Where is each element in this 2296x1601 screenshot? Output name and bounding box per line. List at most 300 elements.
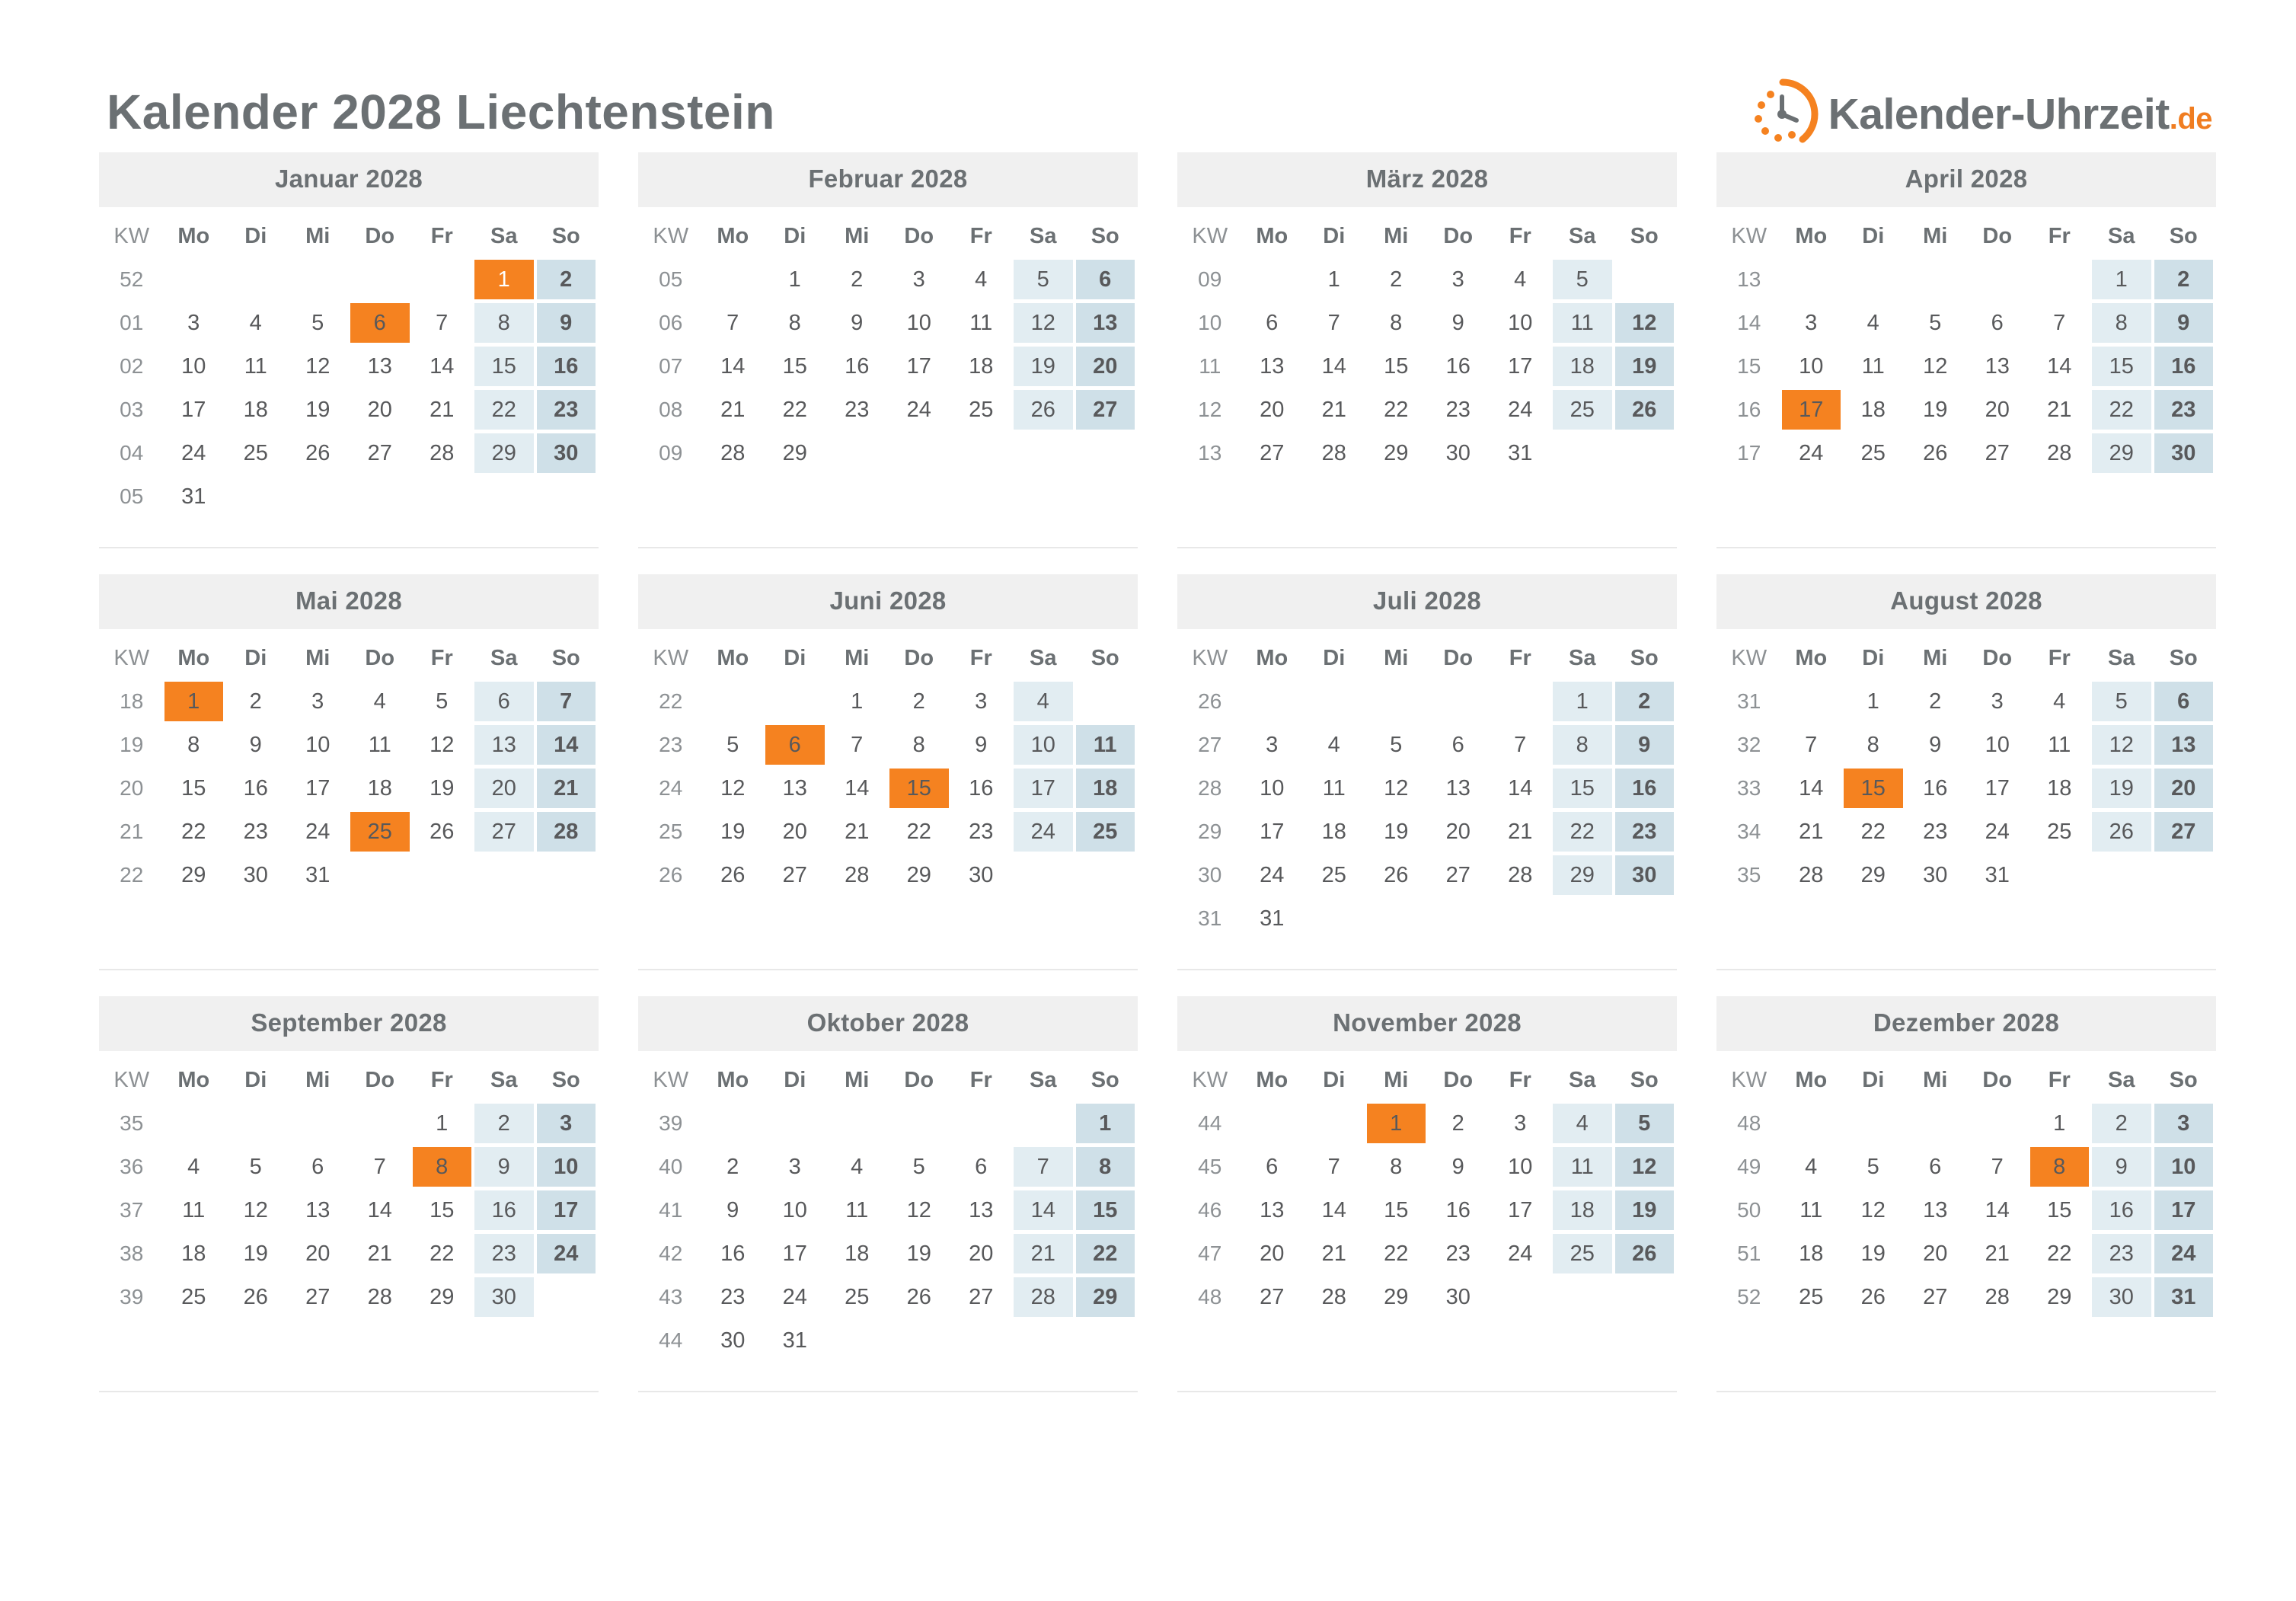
day-cell[interactable]: 10 [1260,775,1285,800]
day-cell[interactable]: 7 [436,310,449,335]
day-cell[interactable]: 19 [1923,397,1948,422]
day-cell[interactable]: 14 [1799,775,1824,800]
day-cell[interactable]: 8 [1866,732,1879,757]
day-cell[interactable]: 1 [1327,267,1340,292]
day-cell[interactable]: 23 [720,1284,746,1309]
day-cell[interactable]: 23 [243,819,268,844]
day-cell[interactable]: 2 [726,1154,739,1179]
day-cell[interactable]: 1 [2053,1110,2066,1136]
day-cell[interactable]: 11 [244,353,267,379]
day-cell[interactable]: 9 [1615,725,1675,765]
day-cell[interactable]: 12 [1014,303,1073,343]
day-cell[interactable]: 24 [1508,1241,1533,1266]
day-cell[interactable]: 24 [1985,819,2010,844]
day-cell[interactable]: 4 [249,310,262,335]
day-cell[interactable]: 7 [1805,732,1818,757]
day-cell[interactable]: 15 [1553,769,1612,808]
day-cell[interactable]: 1 [788,267,801,292]
day-cell[interactable]: 13 [782,775,807,800]
day-cell[interactable]: 5 [1615,1104,1675,1143]
day-cell[interactable]: 12 [906,1197,931,1222]
day-cell[interactable]: 21 [720,397,746,422]
day-cell[interactable]: 23 [474,1234,534,1273]
day-cell[interactable]: 11 [182,1197,206,1222]
day-cell[interactable]: 25 [350,812,410,852]
day-cell[interactable]: 16 [1615,769,1675,808]
day-cell[interactable]: 9 [1451,310,1464,335]
day-cell[interactable]: 4 [2053,689,2066,714]
day-cell[interactable]: 20 [1923,1241,1948,1266]
day-cell[interactable]: 11 [1861,353,1885,379]
day-cell[interactable]: 3 [912,267,925,292]
day-cell[interactable]: 13 [1260,353,1285,379]
day-cell[interactable]: 14 [845,775,870,800]
day-cell[interactable]: 31 [1260,906,1285,931]
day-cell[interactable]: 18 [969,353,994,379]
day-cell[interactable]: 13 [2154,725,2214,765]
day-cell[interactable]: 21 [1508,819,1533,844]
day-cell[interactable]: 15 [1844,769,1903,808]
day-cell[interactable]: 25 [1799,1284,1824,1309]
day-cell[interactable]: 10 [906,310,931,335]
day-cell[interactable]: 10 [782,1197,807,1222]
day-cell[interactable]: 25 [1076,812,1135,852]
day-cell[interactable]: 28 [1799,862,1824,887]
day-cell[interactable]: 15 [782,353,807,379]
day-cell[interactable]: 25 [969,397,994,422]
day-cell[interactable]: 26 [430,819,455,844]
day-cell[interactable]: 23 [1615,812,1675,852]
day-cell[interactable]: 3 [1266,732,1279,757]
day-cell[interactable]: 3 [1991,689,2004,714]
day-cell[interactable]: 22 [906,819,931,844]
day-cell[interactable]: 13 [1260,1197,1285,1222]
day-cell[interactable]: 26 [1014,390,1073,430]
day-cell[interactable]: 13 [1985,353,2010,379]
day-cell[interactable]: 28 [1508,862,1533,887]
day-cell[interactable]: 10 [1508,310,1533,335]
day-cell[interactable]: 10 [1799,353,1824,379]
day-cell[interactable]: 30 [243,862,268,887]
day-cell[interactable]: 27 [1260,1284,1285,1309]
day-cell[interactable]: 3 [1514,1110,1527,1136]
day-cell[interactable]: 13 [367,353,392,379]
day-cell[interactable]: 29 [1076,1277,1135,1317]
day-cell[interactable]: 22 [2092,390,2151,430]
day-cell[interactable]: 14 [2047,353,2072,379]
day-cell[interactable]: 6 [1929,1154,1942,1179]
day-cell[interactable]: 30 [2092,1277,2151,1317]
day-cell[interactable]: 5 [1929,310,1942,335]
day-cell[interactable]: 28 [720,440,746,465]
day-cell[interactable]: 16 [1445,1197,1471,1222]
day-cell[interactable]: 19 [243,1241,268,1266]
day-cell[interactable]: 14 [367,1197,392,1222]
day-cell[interactable]: 8 [187,732,200,757]
day-cell[interactable]: 27 [782,862,807,887]
day-cell[interactable]: 1 [1866,689,1879,714]
day-cell[interactable]: 1 [164,682,224,721]
day-cell[interactable]: 23 [2154,390,2214,430]
day-cell[interactable]: 19 [1014,347,1073,386]
day-cell[interactable]: 6 [975,1154,988,1179]
day-cell[interactable]: 26 [305,440,331,465]
day-cell[interactable]: 9 [726,1197,739,1222]
day-cell[interactable]: 5 [311,310,324,335]
day-cell[interactable]: 27 [1985,440,2010,465]
day-cell[interactable]: 21 [1985,1241,2010,1266]
day-cell[interactable]: 17 [1508,353,1533,379]
day-cell[interactable]: 28 [430,440,455,465]
day-cell[interactable]: 6 [311,1154,324,1179]
day-cell[interactable]: 22 [782,397,807,422]
day-cell[interactable]: 8 [1553,725,1612,765]
day-cell[interactable]: 29 [2092,433,2151,473]
day-cell[interactable]: 17 [537,1190,596,1230]
day-cell[interactable]: 1 [2092,260,2151,299]
day-cell[interactable]: 13 [305,1197,331,1222]
day-cell[interactable]: 22 [474,390,534,430]
day-cell[interactable]: 17 [181,397,206,422]
day-cell[interactable]: 27 [1923,1284,1948,1309]
day-cell[interactable]: 25 [181,1284,206,1309]
day-cell[interactable]: 13 [1445,775,1471,800]
day-cell[interactable]: 11 [1799,1197,1823,1222]
day-cell[interactable]: 6 [1991,310,2004,335]
day-cell[interactable]: 14 [1508,775,1533,800]
day-cell[interactable]: 1 [1553,682,1612,721]
day-cell[interactable]: 26 [906,1284,931,1309]
day-cell[interactable]: 23 [1445,397,1471,422]
day-cell[interactable]: 31 [1985,862,2010,887]
day-cell[interactable]: 10 [305,732,331,757]
day-cell[interactable]: 17 [1260,819,1285,844]
day-cell[interactable]: 19 [906,1241,931,1266]
day-cell[interactable]: 20 [2154,769,2214,808]
day-cell[interactable]: 21 [430,397,455,422]
day-cell[interactable]: 16 [1445,353,1471,379]
day-cell[interactable]: 20 [1985,397,2010,422]
day-cell[interactable]: 12 [2092,725,2151,765]
day-cell[interactable]: 19 [1860,1241,1886,1266]
day-cell[interactable]: 23 [845,397,870,422]
day-cell[interactable]: 18 [1799,1241,1824,1266]
day-cell[interactable]: 2 [1451,1110,1464,1136]
day-cell[interactable]: 15 [181,775,206,800]
day-cell[interactable]: 7 [1991,1154,2004,1179]
day-cell[interactable]: 27 [1445,862,1471,887]
day-cell[interactable]: 17 [305,775,331,800]
day-cell[interactable]: 11 [1553,303,1612,343]
day-cell[interactable]: 29 [474,433,534,473]
day-cell[interactable]: 18 [367,775,392,800]
day-cell[interactable]: 23 [1445,1241,1471,1266]
day-cell[interactable]: 2 [1615,682,1675,721]
day-cell[interactable]: 29 [1553,855,1612,895]
day-cell[interactable]: 29 [2047,1284,2072,1309]
day-cell[interactable]: 15 [2047,1197,2072,1222]
day-cell[interactable]: 21 [1799,819,1824,844]
day-cell[interactable]: 20 [474,769,534,808]
day-cell[interactable]: 24 [537,1234,596,1273]
day-cell[interactable]: 6 [350,303,410,343]
day-cell[interactable]: 15 [2092,347,2151,386]
day-cell[interactable]: 11 [845,1197,869,1222]
day-cell[interactable]: 5 [2092,682,2151,721]
day-cell[interactable]: 5 [1014,260,1073,299]
day-cell[interactable]: 10 [181,353,206,379]
day-cell[interactable]: 20 [1445,819,1471,844]
day-cell[interactable]: 21 [1014,1234,1073,1273]
day-cell[interactable]: 28 [1014,1277,1073,1317]
day-cell[interactable]: 21 [1321,1241,1346,1266]
day-cell[interactable]: 2 [537,260,596,299]
day-cell[interactable]: 9 [2092,1147,2151,1187]
day-cell[interactable]: 11 [1076,725,1135,765]
day-cell[interactable]: 24 [782,1284,807,1309]
day-cell[interactable]: 1 [851,689,864,714]
day-cell[interactable]: 18 [1553,1190,1612,1230]
site-logo[interactable] [1745,69,2212,152]
day-cell[interactable]: 20 [782,819,807,844]
day-cell[interactable]: 11 [2048,732,2071,757]
day-cell[interactable]: 4 [373,689,386,714]
day-cell[interactable]: 19 [1615,1190,1675,1230]
day-cell[interactable]: 28 [537,812,596,852]
day-cell[interactable]: 15 [474,347,534,386]
day-cell[interactable]: 12 [430,732,455,757]
day-cell[interactable]: 31 [2154,1277,2214,1317]
day-cell[interactable]: 25 [1860,440,1886,465]
day-cell[interactable]: 2 [474,1104,534,1143]
day-cell[interactable]: 18 [1860,397,1886,422]
day-cell[interactable]: 4 [1514,267,1527,292]
day-cell[interactable]: 26 [1923,440,1948,465]
day-cell[interactable]: 18 [181,1241,206,1266]
day-cell[interactable]: 27 [969,1284,994,1309]
day-cell[interactable]: 28 [1321,1284,1346,1309]
day-cell[interactable]: 26 [243,1284,268,1309]
day-cell[interactable]: 7 [1514,732,1527,757]
day-cell[interactable]: 16 [720,1241,746,1266]
day-cell[interactable]: 8 [912,732,925,757]
day-cell[interactable]: 14 [1321,1197,1346,1222]
day-cell[interactable]: 7 [726,310,739,335]
day-cell[interactable]: 2 [912,689,925,714]
day-cell[interactable]: 8 [2092,303,2151,343]
day-cell[interactable]: 8 [1390,310,1403,335]
day-cell[interactable]: 6 [2154,682,2214,721]
day-cell[interactable]: 21 [845,819,870,844]
day-cell[interactable]: 30 [537,433,596,473]
day-cell[interactable]: 31 [1508,440,1533,465]
day-cell[interactable]: 2 [1929,689,1942,714]
day-cell[interactable]: 29 [1384,1284,1409,1309]
day-cell[interactable]: 1 [474,260,534,299]
day-cell[interactable]: 20 [305,1241,331,1266]
day-cell[interactable]: 30 [969,862,994,887]
day-cell[interactable]: 24 [1508,397,1533,422]
day-cell[interactable]: 22 [2047,1241,2072,1266]
day-cell[interactable]: 14 [1321,353,1346,379]
day-cell[interactable]: 10 [1014,725,1073,765]
day-cell[interactable]: 13 [1076,303,1135,343]
day-cell[interactable]: 6 [1451,732,1464,757]
day-cell[interactable]: 18 [845,1241,870,1266]
day-cell[interactable]: 27 [474,812,534,852]
day-cell[interactable]: 17 [1508,1197,1533,1222]
day-cell[interactable]: 21 [2047,397,2072,422]
day-cell[interactable]: 2 [249,689,262,714]
day-cell[interactable]: 1 [1076,1104,1135,1143]
day-cell[interactable]: 2 [2092,1104,2151,1143]
day-cell[interactable]: 14 [720,353,746,379]
day-cell[interactable]: 29 [181,862,206,887]
day-cell[interactable]: 19 [1615,347,1675,386]
day-cell[interactable]: 18 [1076,769,1135,808]
day-cell[interactable]: 5 [726,732,739,757]
day-cell[interactable]: 6 [1266,310,1279,335]
day-cell[interactable]: 30 [2154,433,2214,473]
day-cell[interactable]: 17 [1782,390,1841,430]
day-cell[interactable]: 23 [1923,819,1948,844]
day-cell[interactable]: 8 [1076,1147,1135,1187]
day-cell[interactable]: 24 [2154,1234,2214,1273]
day-cell[interactable]: 3 [187,310,200,335]
day-cell[interactable]: 29 [782,440,807,465]
day-cell[interactable]: 12 [243,1197,268,1222]
day-cell[interactable]: 22 [1076,1234,1135,1273]
day-cell[interactable]: 23 [2092,1234,2151,1273]
day-cell[interactable]: 9 [2154,303,2214,343]
day-cell[interactable]: 25 [2047,819,2072,844]
day-cell[interactable]: 30 [1615,855,1675,895]
day-cell[interactable]: 30 [474,1277,534,1317]
day-cell[interactable]: 12 [720,775,746,800]
day-cell[interactable]: 28 [1321,440,1346,465]
day-cell[interactable]: 3 [311,689,324,714]
day-cell[interactable]: 4 [1866,310,1879,335]
day-cell[interactable]: 6 [474,682,534,721]
day-cell[interactable]: 17 [1014,769,1073,808]
day-cell[interactable]: 3 [2154,1104,2214,1143]
day-cell[interactable]: 12 [1384,775,1409,800]
day-cell[interactable]: 30 [720,1328,746,1353]
day-cell[interactable]: 19 [430,775,455,800]
day-cell[interactable]: 24 [1014,812,1073,852]
day-cell[interactable]: 14 [1014,1190,1073,1230]
day-cell[interactable]: 30 [1445,1284,1471,1309]
day-cell[interactable]: 9 [851,310,864,335]
day-cell[interactable]: 3 [537,1104,596,1143]
day-cell[interactable]: 18 [1553,347,1612,386]
day-cell[interactable]: 27 [305,1284,331,1309]
day-cell[interactable]: 3 [788,1154,801,1179]
day-cell[interactable]: 15 [1384,1197,1409,1222]
day-cell[interactable]: 25 [1553,1234,1612,1273]
day-cell[interactable]: 27 [367,440,392,465]
day-cell[interactable]: 21 [1321,397,1346,422]
day-cell[interactable]: 12 [305,353,331,379]
day-cell[interactable]: 16 [537,347,596,386]
day-cell[interactable]: 30 [1445,440,1471,465]
day-cell[interactable]: 9 [249,732,262,757]
day-cell[interactable]: 15 [1384,353,1409,379]
day-cell[interactable]: 31 [782,1328,807,1353]
day-cell[interactable]: 3 [1451,267,1464,292]
day-cell[interactable]: 1 [436,1110,449,1136]
day-cell[interactable]: 17 [782,1241,807,1266]
day-cell[interactable]: 8 [413,1147,472,1187]
day-cell[interactable]: 10 [1508,1154,1533,1179]
day-cell[interactable]: 7 [537,682,596,721]
day-cell[interactable]: 10 [1985,732,2010,757]
day-cell[interactable]: 7 [373,1154,386,1179]
day-cell[interactable]: 26 [1615,1234,1675,1273]
day-cell[interactable]: 11 [1322,775,1346,800]
day-cell[interactable]: 4 [187,1154,200,1179]
day-cell[interactable]: 11 [969,310,993,335]
day-cell[interactable]: 27 [2154,812,2214,852]
day-cell[interactable]: 18 [1321,819,1346,844]
day-cell[interactable]: 12 [1615,303,1675,343]
day-cell[interactable]: 10 [2154,1147,2214,1187]
day-cell[interactable]: 9 [1451,1154,1464,1179]
day-cell[interactable]: 29 [1384,440,1409,465]
day-cell[interactable]: 15 [889,769,949,808]
day-cell[interactable]: 7 [851,732,864,757]
day-cell[interactable]: 16 [845,353,870,379]
day-cell[interactable]: 25 [1321,862,1346,887]
day-cell[interactable]: 27 [1260,440,1285,465]
day-cell[interactable]: 3 [1805,310,1818,335]
day-cell[interactable]: 5 [249,1154,262,1179]
day-cell[interactable]: 12 [1615,1147,1675,1187]
day-cell[interactable]: 4 [851,1154,864,1179]
day-cell[interactable]: 13 [1923,1197,1948,1222]
day-cell[interactable]: 22 [181,819,206,844]
day-cell[interactable]: 26 [1384,862,1409,887]
day-cell[interactable]: 9 [537,303,596,343]
day-cell[interactable]: 28 [2047,440,2072,465]
day-cell[interactable]: 7 [1327,310,1340,335]
day-cell[interactable]: 7 [1014,1147,1073,1187]
day-cell[interactable]: 26 [720,862,746,887]
day-cell[interactable]: 20 [1260,397,1285,422]
day-cell[interactable]: 16 [969,775,994,800]
day-cell[interactable]: 10 [537,1147,596,1187]
day-cell[interactable]: 31 [305,862,331,887]
day-cell[interactable]: 2 [851,267,864,292]
day-cell[interactable]: 29 [430,1284,455,1309]
day-cell[interactable]: 29 [1860,862,1886,887]
day-cell[interactable]: 2 [1390,267,1403,292]
day-cell[interactable]: 6 [765,725,825,765]
day-cell[interactable]: 9 [1929,732,1942,757]
day-cell[interactable]: 19 [720,819,746,844]
day-cell[interactable]: 5 [436,689,449,714]
day-cell[interactable]: 5 [1553,260,1612,299]
day-cell[interactable]: 6 [1266,1154,1279,1179]
day-cell[interactable]: 3 [975,689,988,714]
day-cell[interactable]: 30 [1923,862,1948,887]
day-cell[interactable]: 29 [906,862,931,887]
day-cell[interactable]: 5 [1866,1154,1879,1179]
day-cell[interactable]: 2 [2154,260,2214,299]
day-cell[interactable]: 24 [906,397,931,422]
day-cell[interactable]: 22 [1384,397,1409,422]
day-cell[interactable]: 17 [2154,1190,2214,1230]
